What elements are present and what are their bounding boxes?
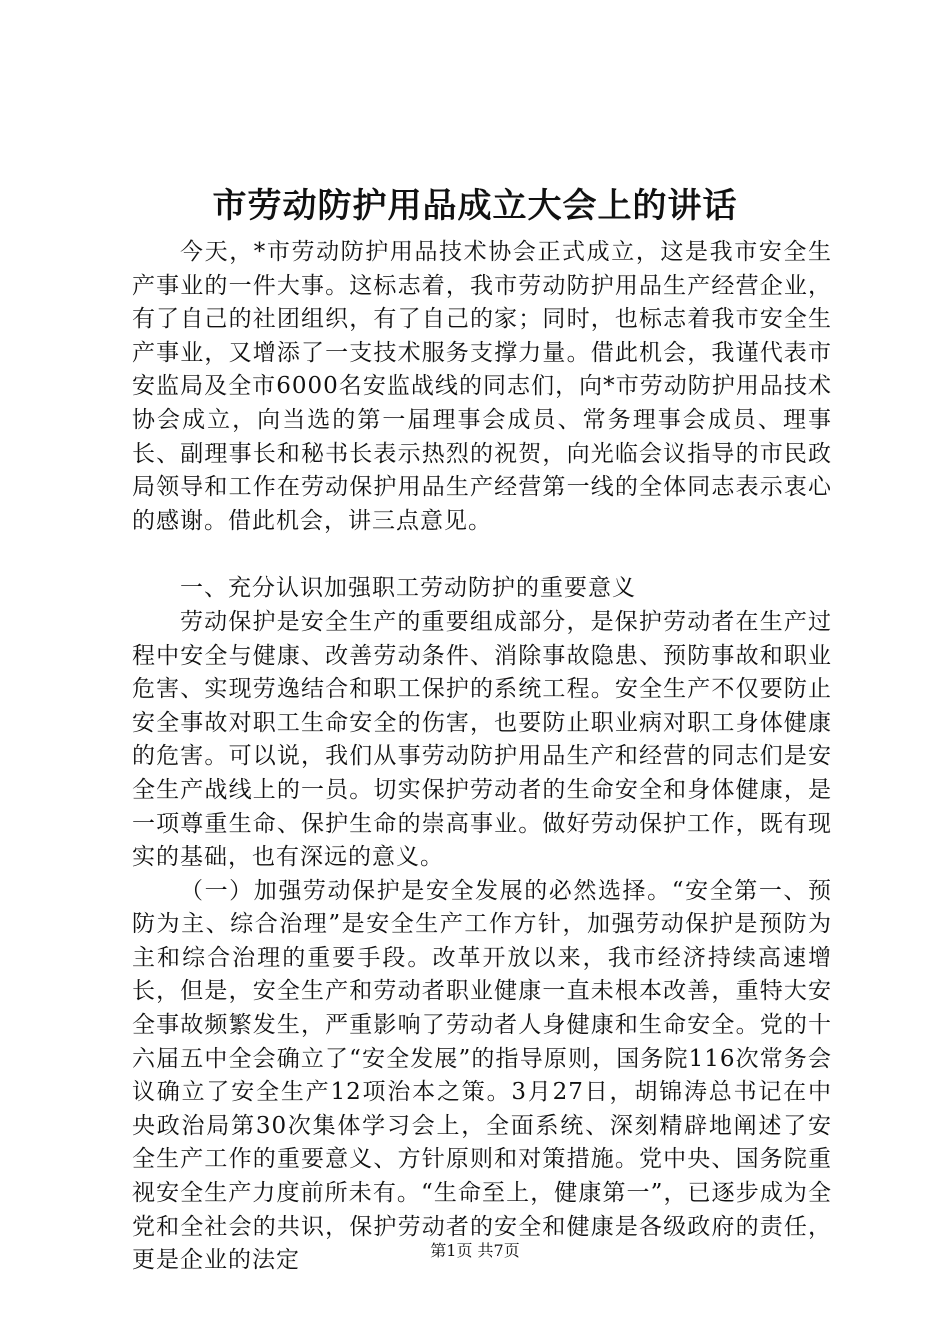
document-title: 市劳动防护用品成立大会上的讲话 [212, 186, 738, 226]
paragraph-subsection-1: （一）加强劳动保护是安全发展的必然选择。“安全第一、预防为主、综合治理”是安全生产工作方针，加强劳动保护是预防为主和综合治理的重要手段。改革开放以来，我市经济持续高速增长，但是，安全生产和劳动者职业健康一直未根本改善，重特大安全事故频繁发生，严重影响了劳动者人身健康和生命安全。党的十六届五中全会确立了“安全发展”的指导原则，国务院116次常务会议确立了安全生产12项治本之策。3月27日，胡锦涛总书记在中央政治局第30次集体学习会上，全面系统、深刻精辟地阐述了安全生产工作的重要意义、方针原则和对策措施。党中央、国务院重视安全生产力度前所未有。“生命至上，健康第一”，已逐步成为全党和全社会的共识，保护劳动者的安全和健康是各级政府的责任，更是企业的法定 [132, 877, 832, 1274]
paragraph-labor-protection: 劳动保护是安全生产的重要组成部分，是保护劳动者在生产过程中安全与健康、改善劳动条件、消除事故隐患、预防事故和职业危害、实现劳逸结合和职工保护的系统工程。安全生产不仅要防止安全事故对职工生命安全的伤害，也要防止职业病对职工身体健康的危害。可以说，我们从事劳动防护用品生产和经营的同志们是安全生产战线上的一员。切实保护劳动者的生命安全和身体健康，是一项尊重生命、保护生命的崇高事业。做好劳动保护工作，既有现实的基础，也有深远的意义。 [132, 608, 832, 871]
page-footer: 第1页 共7页 [430, 1241, 520, 1260]
document-body [132, 236, 832, 1278]
paragraph-intro: 今天，*市劳动防护用品技术协会正式成立，这是我市安全生产事业的一件大事。这标志着，我市劳动防护用品生产经营企业，有了自己的社团组织，有了自己的家；同时，也标志着我市安全生产事业，又增添了一支技术服务支撑力量。借此机会，我谨代表市安监局及全市6000名安监战线的同志们，向*市劳动防护用品技术协会成立，向当选的第一届理事会成员、常务理事会成员、理事长、副理事长和秘书长表示热烈的祝贺，向光临会议指导的市民政局领导和工作在劳动保护用品生产经营第一线的全体同志表示衷心的感谢。借此机会，讲三点意见。 [132, 239, 832, 534]
section-heading-1: 一、充分认识加强职工劳动防护的重要意义 [180, 575, 636, 602]
